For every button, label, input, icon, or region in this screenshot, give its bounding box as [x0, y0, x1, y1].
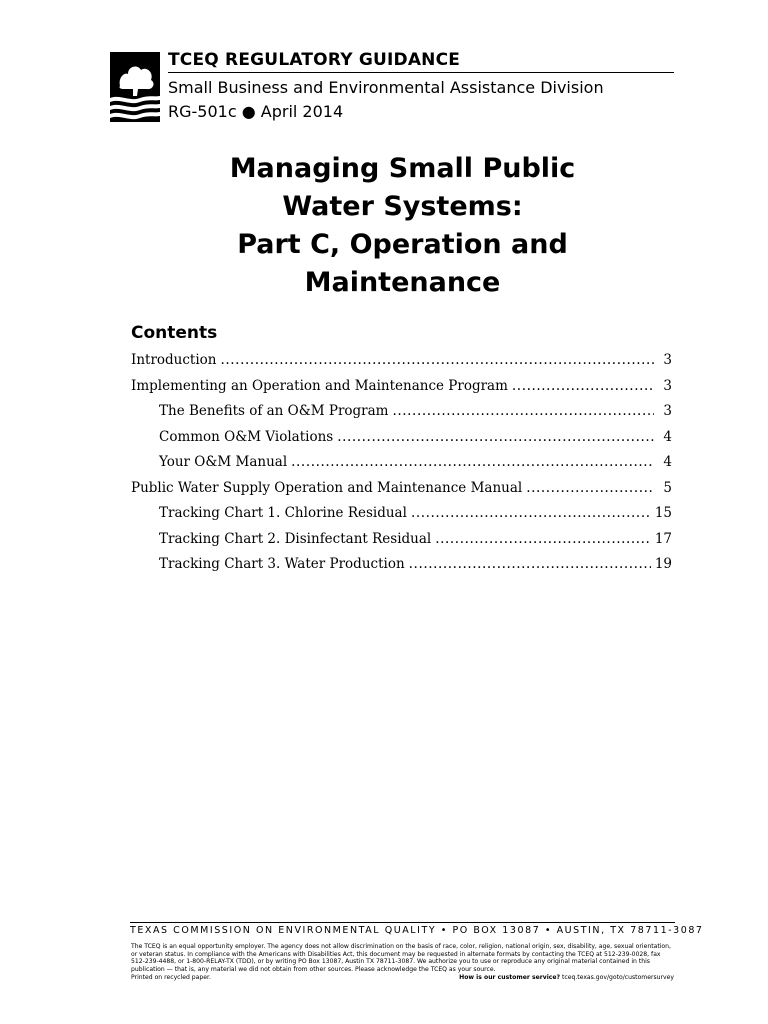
toc-entry-label: Public Water Supply Operation and Maintenance Manual: [131, 479, 523, 496]
toc-entry-tracking-chart-1[interactable]: [131, 501, 672, 527]
header-divider: [168, 72, 674, 73]
toc-entry-implementing-om-program[interactable]: [131, 374, 672, 400]
toc-leader-dots: [512, 374, 654, 400]
toc-leader-dots: [435, 527, 651, 553]
toc-page-number: 3: [663, 352, 672, 368]
toc-entry-your-om-manual[interactable]: [131, 450, 672, 476]
toc-leader-dots: [392, 399, 654, 425]
guidance-header-title: TCEQ REGULATORY GUIDANCE: [168, 50, 461, 70]
toc-page-number: 17: [654, 530, 672, 547]
toc-leader-dots: [221, 348, 655, 374]
toc-entry-label: Implementing an Operation and Maintenance Program: [131, 377, 508, 394]
toc-page-number: 15: [654, 505, 672, 521]
recycled-paper-note: Printed on recycled paper.: [131, 974, 211, 981]
toc-entry-common-om-violations[interactable]: [131, 425, 672, 451]
equal-opportunity-notice: The TCEQ is an equal opportunity employer. The agency does not allow discrimination on the basis of race, color, religion, national origin, sex, disability, age, sexual orientation, or veteran status. In compliance with the Americans with Disabilities Act, this document may be requested in alternate formats by contacting the TCEQ at 512-239-0028, fax 512-239-4488, or 1-800-RELAY-TX (TDD), or by writing PO Box 13087, Austin TX 78711-3087. We authorize you to use or reproduce any original material contained in this publication — that is, any material we did not obtain from other sources. Please acknowledge the TCEQ as your source.: [131, 943, 671, 973]
document-title-line: Part C, Operation and: [237, 229, 568, 260]
toc-entry-label: Introduction: [131, 352, 217, 368]
document-title-line: Managing Small Public: [229, 153, 576, 184]
toc-entry-benefits-of-om-program[interactable]: [131, 399, 672, 425]
publication-number-date: RG-501c ● April 2014: [168, 102, 344, 121]
document-title-line: Maintenance: [304, 267, 501, 298]
footer-divider: [130, 922, 675, 923]
toc-entry-label: The Benefits of an O&M Program: [159, 403, 389, 419]
toc-entry-tracking-chart-3[interactable]: [131, 552, 672, 578]
toc-page-number: 3: [663, 377, 672, 394]
survey-link[interactable]: tceq.texas.gov/goto/customersurvey: [562, 974, 674, 981]
toc-entry-introduction[interactable]: [131, 348, 672, 374]
toc-page-number: 3: [663, 403, 672, 419]
toc-entry-pws-om-manual[interactable]: [131, 476, 672, 502]
toc-entry-label: Tracking Chart 3. Water Production: [159, 556, 405, 572]
toc-entry-label: Your O&M Manual: [159, 454, 288, 470]
toc-entry-label: Tracking Chart 2. Disinfectant Residual: [159, 530, 432, 547]
footer-address: TEXAS COMMISSION ON ENVIRONMENTAL QUALITY • PO BOX 13087 • AUSTIN, TX 78711-3087: [130, 925, 704, 936]
contents-heading: Contents: [131, 323, 218, 343]
toc-leader-dots: [291, 450, 654, 476]
customer-survey: [459, 974, 674, 981]
toc-leader-dots: [526, 476, 654, 502]
toc-entry-tracking-chart-2[interactable]: [131, 527, 672, 553]
toc-entry-label: Common O&M Violations: [159, 428, 334, 445]
document-title-line: Water Systems:: [282, 191, 523, 222]
toc-page-number: 4: [663, 454, 672, 470]
tceq-logo-icon: [110, 52, 160, 122]
table-of-contents: [131, 348, 672, 578]
toc-leader-dots: [411, 501, 651, 527]
division-name: Small Business and Environmental Assistance Division: [168, 78, 604, 97]
toc-page-number: 19: [654, 556, 672, 572]
document-title: [130, 150, 675, 302]
toc-leader-dots: [409, 552, 651, 578]
survey-question: How is our customer service?: [459, 974, 561, 981]
toc-leader-dots: [337, 425, 654, 451]
toc-entry-label: Tracking Chart 1. Chlorine Residual: [159, 505, 407, 521]
toc-page-number: 5: [663, 479, 672, 496]
toc-page-number: 4: [663, 428, 672, 445]
